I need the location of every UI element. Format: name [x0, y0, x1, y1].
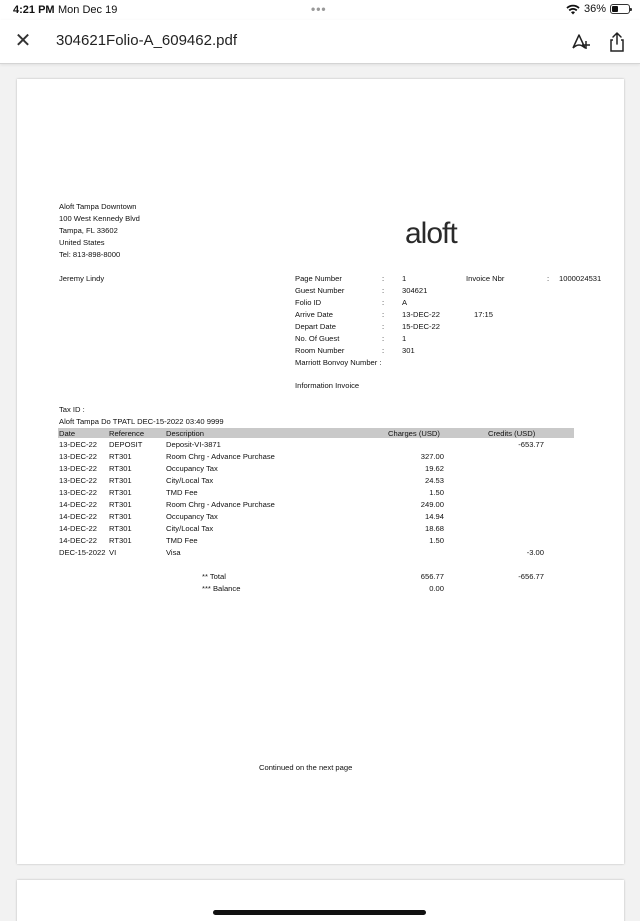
folio-value: 13-DEC-22	[402, 310, 440, 319]
cell-charges: 327.00	[420, 452, 444, 461]
cell-charges: 24.53	[424, 476, 444, 485]
cell-date: 14-DEC-22	[59, 512, 97, 521]
document-toolbar	[0, 20, 640, 64]
cell-description: Room Chrg - Advance Purchase	[166, 452, 275, 461]
header-reference: Reference	[109, 428, 145, 438]
folio-value: 1	[402, 274, 407, 283]
folio-value: 1	[402, 334, 407, 343]
cell-description: TMD Fee	[166, 536, 198, 545]
hotel-country: United States	[59, 238, 105, 247]
status-bar	[0, 0, 640, 20]
cell-description: City/Local Tax	[166, 476, 214, 485]
cell-date: 14-DEC-22	[59, 524, 97, 533]
folio-colon: :	[382, 310, 385, 319]
total-charges: 656.77	[420, 572, 444, 581]
header-charges: Charges (USD)	[388, 428, 440, 438]
cell-description: Room Chrg - Advance Purchase	[166, 500, 275, 509]
cell-date: 13-DEC-22	[59, 440, 97, 449]
hotel-address-line1: 100 West Kennedy Blvd	[59, 214, 140, 223]
cell-date: 13-DEC-22	[59, 488, 97, 497]
folio-value: 301	[402, 346, 415, 355]
header-credits: Credits (USD)	[488, 428, 536, 438]
logo-text: aloft	[405, 217, 457, 247]
cell-credits: -3.00	[526, 548, 544, 557]
invoice-colon: :	[547, 274, 550, 283]
invoice-label: Invoice Nbr	[466, 274, 505, 283]
cell-reference: RT301	[109, 476, 132, 485]
battery-icon	[610, 4, 630, 14]
cashier-line: Aloft Tampa Do TPATL DEC-15-2022 03:40 9999	[59, 417, 224, 426]
cell-date: 13-DEC-22	[59, 452, 97, 461]
cell-charges: 19.62	[424, 464, 444, 473]
invoice-number: 1000024531	[559, 274, 602, 283]
hotel-phone: Tel: 813-898-8000	[59, 250, 121, 259]
folio-value: 304621	[402, 286, 428, 295]
cell-date: 13-DEC-22	[59, 464, 97, 473]
cell-reference: RT301	[109, 488, 132, 497]
share-icon[interactable]	[605, 30, 629, 54]
folio-label: Guest Number	[295, 286, 345, 295]
multitasking-dots-icon[interactable]: •••	[311, 2, 327, 16]
cell-reference: VI	[109, 548, 117, 557]
cell-reference: DEPOSIT	[109, 440, 143, 449]
folio-label: Depart Date	[295, 322, 336, 331]
status-time: 4:21 PM	[13, 4, 55, 16]
cell-reference: RT301	[109, 512, 132, 521]
aloft-logo	[405, 217, 501, 247]
folio-label: Marriott Bonvoy Number :	[295, 358, 382, 367]
arrive-time: 17:15	[474, 310, 494, 319]
cell-description: Deposit-VI-3871	[166, 440, 221, 449]
information-invoice: Information Invoice	[295, 381, 360, 390]
close-icon[interactable]: ✕	[14, 30, 32, 52]
markup-add-icon[interactable]	[569, 30, 593, 54]
cell-reference: RT301	[109, 464, 132, 473]
cell-date: 14-DEC-22	[59, 500, 97, 509]
cell-description: Occupancy Tax	[166, 464, 218, 473]
table-header	[58, 428, 574, 438]
cell-reference: RT301	[109, 524, 132, 533]
status-date: Mon Dec 19	[58, 4, 118, 16]
balance-value: 0.00	[429, 584, 444, 593]
cell-description: TMD Fee	[166, 488, 198, 497]
cell-description: Visa	[166, 548, 181, 557]
total-label: ** Total	[202, 572, 226, 581]
cell-date: 13-DEC-22	[59, 476, 97, 485]
battery-percent: 36%	[583, 3, 606, 15]
folio-label: Folio ID	[295, 298, 322, 307]
folio-colon: :	[382, 322, 385, 331]
cell-reference: RT301	[109, 536, 132, 545]
hotel-name: Aloft Tampa Downtown	[59, 202, 137, 211]
status-indicators	[566, 3, 630, 15]
header-date: Date	[59, 428, 76, 438]
cell-credits: -653.77	[518, 440, 544, 449]
folio-label: Room Number	[295, 346, 345, 355]
cell-reference: RT301	[109, 452, 132, 461]
total-credits: -656.77	[518, 572, 544, 581]
tax-id: Tax ID :	[59, 405, 85, 414]
folio-colon: :	[382, 346, 385, 355]
home-indicator[interactable]	[213, 910, 426, 915]
folio-value: 15-DEC-22	[402, 322, 440, 331]
cell-date: DEC-15-2022	[59, 548, 106, 557]
folio-colon: :	[382, 334, 385, 343]
folio-colon: :	[382, 298, 385, 307]
folio-colon: :	[382, 274, 385, 283]
cell-description: City/Local Tax	[166, 524, 214, 533]
cell-charges: 1.50	[429, 536, 444, 545]
cell-charges: 1.50	[429, 488, 444, 497]
folio-value: A	[402, 298, 408, 307]
folio-label: No. Of Guest	[295, 334, 340, 343]
cell-date: 14-DEC-22	[59, 536, 97, 545]
cell-charges: 249.00	[420, 500, 444, 509]
hotel-address-line2: Tampa, FL 33602	[59, 226, 118, 235]
folio-label: Arrive Date	[295, 310, 333, 319]
guest-name: Jeremy Lindy	[59, 274, 105, 283]
cell-reference: RT301	[109, 500, 132, 509]
continued-note: Continued on the next page	[259, 763, 353, 772]
header-description: Description	[166, 428, 204, 438]
folio-label: Page Number	[295, 274, 342, 283]
cell-description: Occupancy Tax	[166, 512, 218, 521]
balance-label: *** Balance	[202, 584, 241, 593]
cell-charges: 18.68	[424, 524, 444, 533]
pdf-page[interactable]	[17, 79, 624, 864]
wifi-icon	[566, 4, 580, 15]
cell-charges: 14.94	[424, 512, 444, 521]
folio-colon: :	[382, 286, 385, 295]
document-title: 304621Folio-A_609462.pdf	[56, 32, 237, 49]
